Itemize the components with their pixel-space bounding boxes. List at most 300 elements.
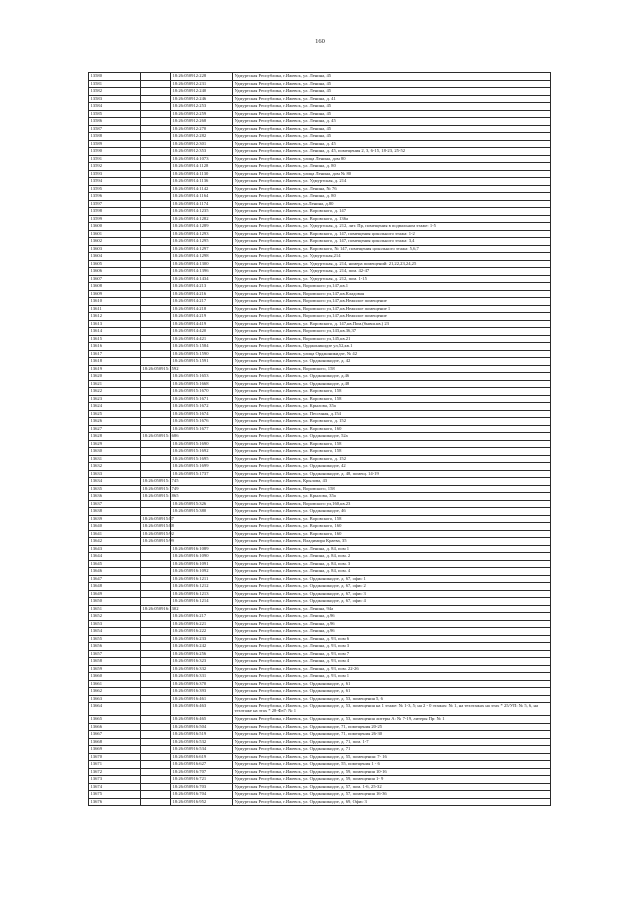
address-cell: Удмуртская Республика, г.Ижевск, ул. Ленина, д.96 bbox=[233, 613, 551, 621]
address-cell: Удмуртская Республика, г.Ижевск, ул. Орджоникидзе, д. 69, Офис 3 bbox=[233, 798, 551, 806]
building-cadastral-number-cell bbox=[141, 125, 171, 133]
premises-cadastral-number-cell bbox=[171, 478, 233, 486]
address-cell: Удмуртская Республика, г.Ижевск, ул. Удмуртская, д. 214 bbox=[233, 178, 551, 186]
address-cell: Удмуртская Республика, г.Ижевск, ул. Орджоникидзе, д. 71, пом. 1-7 bbox=[233, 738, 551, 746]
row-number-cell: 13623 bbox=[89, 395, 141, 403]
row-number-cell: 13620 bbox=[89, 373, 141, 381]
building-cadastral-number-cell bbox=[141, 688, 171, 696]
row-number-cell: 13632 bbox=[89, 463, 141, 471]
row-number-cell: 13641 bbox=[89, 530, 141, 538]
premises-cadastral-number-cell bbox=[171, 515, 233, 523]
address-cell: Удмуртская Республика, г.Ижевск, ул. Орджоникидзе, д. 55, помещения: 7- 16 bbox=[233, 753, 551, 761]
address-cell: Удмуртская Республика, г.Ижевск, ул. Орджоникидзе, д. 61 bbox=[233, 688, 551, 696]
building-cadastral-number-cell bbox=[141, 133, 171, 141]
row-number-cell: 13619 bbox=[89, 365, 141, 373]
premises-cadastral-number-cell: 18:26:050916:463 bbox=[171, 703, 233, 716]
building-cadastral-number-cell bbox=[141, 680, 171, 688]
premises-cadastral-number-cell bbox=[171, 605, 233, 613]
address-cell: Удмуртская Республика, г.Ижевск, ул. Орджоникидзе, д. 59, помещения 1- 9 bbox=[233, 776, 551, 784]
premises-cadastral-number-cell: 18:26:050914:419 bbox=[171, 320, 233, 328]
table-row bbox=[89, 560, 551, 568]
building-cadastral-number-cell bbox=[141, 635, 171, 643]
row-number-cell: 13608 bbox=[89, 283, 141, 291]
address-cell: Удмуртская Республика, г.Ижевск, ул. Воровского, 160 bbox=[233, 523, 551, 531]
building-cadastral-number-cell bbox=[141, 455, 171, 463]
table-row bbox=[89, 118, 551, 126]
row-number-cell: 13595 bbox=[89, 185, 141, 193]
table-row bbox=[89, 628, 551, 636]
table-row bbox=[89, 88, 551, 96]
table-row bbox=[89, 463, 551, 471]
address-cell: Удмуртская Республика, г.Ижевск, ул. Воровского, д. 147, помещения цокольного этажа: 3,4 bbox=[233, 238, 551, 246]
building-cadastral-number-cell bbox=[141, 380, 171, 388]
building-cadastral-number-cell bbox=[141, 343, 171, 351]
table-row bbox=[89, 590, 551, 598]
building-cadastral-number-cell bbox=[141, 395, 171, 403]
address-cell: Удмуртская Республика, г.Ижевск, ул. Орджоникидзе, д. 67, офис 1 bbox=[233, 575, 551, 583]
building-cadastral-number-cell bbox=[141, 463, 171, 471]
address-cell: Удмуртская Республика, г.Ижевск, ул. Воровского, д. 152 bbox=[233, 418, 551, 426]
building-cadastral-number-cell bbox=[141, 575, 171, 583]
address-cell: Удмуртская Республика, г.Ижевск, ул. Крылова, 35а bbox=[233, 403, 551, 411]
premises-cadastral-number-cell: 18:26:050912:240 bbox=[171, 88, 233, 96]
address-cell: Удмуртская Республика, г.Ижевск, улица Ленина, дом № 80 bbox=[233, 170, 551, 178]
table-row bbox=[89, 290, 551, 298]
table-row bbox=[89, 388, 551, 396]
table-row bbox=[89, 583, 551, 591]
building-cadastral-number-cell bbox=[141, 761, 171, 769]
address-cell: Удмуртская Республика, г.Ижевск, ул. Воровского, № 147, помещения цокольного этажа: 5,6,7 bbox=[233, 245, 551, 253]
address-cell: Удмуртская Республика, г.Ижевск, Воровского, 158 bbox=[233, 485, 551, 493]
address-cell: Удмуртская Республика, г.Ижевск, Воровского ул,160,кв.23 bbox=[233, 500, 551, 508]
table-row bbox=[89, 245, 551, 253]
building-cadastral-number-cell bbox=[141, 508, 171, 516]
address-cell: Удмуртская Республика, г.Ижевск, ул. Воровского, д. 147, помещения цокольного этажа: 1-2 bbox=[233, 230, 551, 238]
row-number-cell: 13588 bbox=[89, 133, 141, 141]
address-cell: Удмуртская Республика, г.Ижевск, ул. Воровского, 158 bbox=[233, 515, 551, 523]
row-number-cell: 13668 bbox=[89, 738, 141, 746]
table-row bbox=[89, 410, 551, 418]
row-number-cell: 13638 bbox=[89, 508, 141, 516]
address-cell: Удмуртская Республика, г.Ижевск, ул. Ленина, 45 bbox=[233, 133, 551, 141]
building-cadastral-number-cell bbox=[141, 178, 171, 186]
premises-cadastral-number-cell: 18:26:050916:721 bbox=[171, 776, 233, 784]
building-cadastral-number-cell bbox=[141, 583, 171, 591]
premises-cadastral-number-cell: 18:26:050912:253 bbox=[171, 103, 233, 111]
row-number-cell: 13664 bbox=[89, 703, 141, 716]
building-cadastral-number-cell bbox=[141, 703, 171, 716]
premises-cadastral-number-cell: 18:26:050916:1090 bbox=[171, 553, 233, 561]
row-number-cell: 13616 bbox=[89, 343, 141, 351]
row-number-cell: 13655 bbox=[89, 635, 141, 643]
premises-cadastral-number-cell: 18:26:050915:1690 bbox=[171, 440, 233, 448]
address-cell: Удмуртская Республика, г.Ижевск, ул. Орджоникидзе, д. 53, помещения на 1 этаже: № 1-3, 5; на 2 - 0 этажах: № 1, на техэтажах на этах * 25/УП: № 5, 6, на техэтаже на этах * 28-Фл7: № 1 bbox=[233, 703, 551, 716]
address-cell: Удмуртская Республика, г.Ижевск, улица Ленина, дом 80 bbox=[233, 155, 551, 163]
building-cadastral-number-cell bbox=[141, 388, 171, 396]
row-number-cell: 13584 bbox=[89, 103, 141, 111]
row-number-cell: 13605 bbox=[89, 260, 141, 268]
premises-cadastral-number-cell: 18:26:050916:534 bbox=[171, 746, 233, 754]
address-cell: Удмуртская Республика, г.Ижевск, ул. Ленина, д. 93, пом 6 bbox=[233, 635, 551, 643]
table-row bbox=[89, 335, 551, 343]
address-cell: Удмуртская Республика, г.Ижевск, Воровского ул,147,кв.1 bbox=[233, 283, 551, 291]
premises-cadastral-number-cell: 18:26:050916:221 bbox=[171, 620, 233, 628]
address-cell: Удмуртская Республика, г.Ижевск, Орджоникидзе ул,52,кв.1 bbox=[233, 343, 551, 351]
premises-cadastral-number-cell bbox=[171, 433, 233, 441]
premises-cadastral-number-cell: 18:26:050912:270 bbox=[171, 125, 233, 133]
address-cell: Удмуртская Республика, г.Ижевск, ул. Ленина, д. 93, пом 3 bbox=[233, 643, 551, 651]
building-cadastral-number-cell bbox=[141, 768, 171, 776]
address-cell: Удмуртская Республика, г.Ижевск, ул. Удмуртская, д. 212, лит. Пр, помещения в подвальном этаже: 1-5 bbox=[233, 223, 551, 231]
row-number-cell: 13676 bbox=[89, 798, 141, 806]
premises-cadastral-number-cell: 18:26:050916:952 bbox=[171, 798, 233, 806]
row-number-cell: 13626 bbox=[89, 418, 141, 426]
premises-cadastral-number-cell: 18:26:050914:218 bbox=[171, 305, 233, 313]
building-cadastral-number-cell bbox=[141, 80, 171, 88]
row-number-cell: 13599 bbox=[89, 215, 141, 223]
building-cadastral-number-cell bbox=[141, 798, 171, 806]
table-row bbox=[89, 425, 551, 433]
row-number-cell: 13653 bbox=[89, 620, 141, 628]
row-number-cell: 13629 bbox=[89, 440, 141, 448]
row-number-cell: 13650 bbox=[89, 598, 141, 606]
building-cadastral-number-cell bbox=[141, 731, 171, 739]
premises-cadastral-number-cell: 18:26:050912:246 bbox=[171, 95, 233, 103]
address-cell: Удмуртская Республика, г.Ижевск, ул. Орджоникидзе, д. 67, офис 4 bbox=[233, 598, 551, 606]
row-number-cell: 13654 bbox=[89, 628, 141, 636]
building-cadastral-number-cell bbox=[141, 628, 171, 636]
table-row bbox=[89, 723, 551, 731]
address-cell: Удмуртская Республика, г.Ижевск, ул. Удмуртская,214 bbox=[233, 253, 551, 261]
premises-cadastral-number-cell: 18:26:050915:326 bbox=[171, 500, 233, 508]
row-number-cell: 13642 bbox=[89, 538, 141, 546]
address-cell: Удмуртская Республика, г.Ижевск, ул. Воровского, 158 bbox=[233, 448, 551, 456]
premises-cadastral-number-cell: 18:26:050915:1672 bbox=[171, 403, 233, 411]
table-row bbox=[89, 380, 551, 388]
address-cell: Удмуртская Республика, г.Ижевск, ул. Орджоникидзе, д. 59, помещения 10-16 bbox=[233, 768, 551, 776]
premises-cadastral-number-cell: 18:26:050915:1590 bbox=[171, 350, 233, 358]
row-number-cell: 13672 bbox=[89, 768, 141, 776]
table-row bbox=[89, 598, 551, 606]
premises-cadastral-number-cell: 18:26:050914:1142 bbox=[171, 185, 233, 193]
row-number-cell: 13585 bbox=[89, 110, 141, 118]
table-row bbox=[89, 791, 551, 799]
building-cadastral-number-cell bbox=[141, 275, 171, 283]
premises-cadastral-number-cell: 18:26:050916:1092 bbox=[171, 568, 233, 576]
address-cell: Удмуртская Республика, г.Ижевск, ул. Орджоникидзе, д. 61 bbox=[233, 680, 551, 688]
address-cell: Удмуртская Республика, г.Ижевск, ул. Орджоникидзе, д. 57, помещения 16-36 bbox=[233, 791, 551, 799]
table-row bbox=[89, 305, 551, 313]
row-number-cell: 13643 bbox=[89, 545, 141, 553]
building-cadastral-number-cell bbox=[141, 245, 171, 253]
premises-cadastral-number-cell: 18:26:050912:231 bbox=[171, 80, 233, 88]
address-cell: Удмуртская Республика, г.Ижевск, ул. Воровского, д. 136а bbox=[233, 215, 551, 223]
row-number-cell: 13670 bbox=[89, 753, 141, 761]
address-cell: Удмуртская Республика, г.Ижевск, ул. Орджоникидзе, 42 bbox=[233, 463, 551, 471]
table-row bbox=[89, 200, 551, 208]
row-number-cell: 13673 bbox=[89, 776, 141, 784]
row-number-cell: 13602 bbox=[89, 238, 141, 246]
row-number-cell: 13644 bbox=[89, 553, 141, 561]
table-row bbox=[89, 508, 551, 516]
premises-cadastral-number-cell: 18:26:050916:242 bbox=[171, 643, 233, 651]
building-cadastral-number-cell: 18:26:050915:87 bbox=[142, 515, 174, 521]
building-cadastral-number-cell bbox=[141, 373, 171, 381]
table-row bbox=[89, 433, 551, 441]
address-cell: Удмуртская Республика, г.Ижевск, ул. Воровского, 158 bbox=[233, 388, 551, 396]
building-cadastral-number-cell bbox=[141, 170, 171, 178]
premises-cadastral-number-cell: 18:26:050916:217 bbox=[171, 613, 233, 621]
table-row bbox=[89, 238, 551, 246]
premises-cadastral-number-cell: 18:26:050915:1695 bbox=[171, 455, 233, 463]
address-cell: Удмуртская Республика, г.Ижевск, ул. Ленина, д.96 bbox=[233, 620, 551, 628]
address-cell: Удмуртская Республика, г.Ижевск, ул. Удмуртская, д. 214, пом. 42-47 bbox=[233, 268, 551, 276]
row-number-cell: 13627 bbox=[89, 425, 141, 433]
premises-cadastral-number-cell: 18:26:050915:1584 bbox=[171, 343, 233, 351]
table-row bbox=[89, 738, 551, 746]
row-number-cell: 13617 bbox=[89, 350, 141, 358]
building-cadastral-number-cell bbox=[141, 73, 171, 81]
address-cell: Удмуртская Республика, г.Ижевск, Крылова, 43 bbox=[233, 478, 551, 486]
premises-cadastral-number-cell: 18:26:050914:1396 bbox=[171, 268, 233, 276]
row-number-cell: 13669 bbox=[89, 746, 141, 754]
address-cell: Удмуртская Республика, г.Ижевск, Воровского ул,145,кв.21 bbox=[233, 335, 551, 343]
premises-cadastral-number-cell: 18:26:050915:1676 bbox=[171, 418, 233, 426]
building-cadastral-number-cell bbox=[141, 643, 171, 651]
address-cell: Удмуртская Республика, г.Ижевск, ул. Воровского, д. 152 bbox=[233, 455, 551, 463]
row-number-cell: 13637 bbox=[89, 500, 141, 508]
building-cadastral-number-cell bbox=[141, 695, 171, 703]
address-cell: Удмуртская Республика, г.Ижевск, Воровского, 158 bbox=[233, 365, 551, 373]
address-cell: Удмуртская Республика, г.Ижевск, Воровского ул,147,кв.Кладовая bbox=[233, 290, 551, 298]
building-cadastral-number-cell bbox=[141, 791, 171, 799]
premises-cadastral-number-cell: 18:26:050916:323 bbox=[171, 658, 233, 666]
table-row bbox=[89, 680, 551, 688]
premises-cadastral-number-cell: 18:26:050916:393 bbox=[171, 688, 233, 696]
row-number-cell: 13633 bbox=[89, 470, 141, 478]
table-row bbox=[89, 798, 551, 806]
table-row bbox=[89, 208, 551, 216]
address-cell: Удмуртская Республика, г.Ижевск, ул. Орджоникидзе, д. 67, офис 2 bbox=[233, 583, 551, 591]
row-number-cell: 13621 bbox=[89, 380, 141, 388]
building-cadastral-number-cell bbox=[141, 350, 171, 358]
building-cadastral-number-cell bbox=[141, 328, 171, 336]
row-number-cell: 13596 bbox=[89, 193, 141, 201]
table-row bbox=[89, 365, 551, 373]
building-cadastral-number-cell bbox=[141, 298, 171, 306]
table-row bbox=[89, 545, 551, 553]
row-number-cell: 13662 bbox=[89, 688, 141, 696]
building-cadastral-number-cell bbox=[141, 560, 171, 568]
table-row bbox=[89, 403, 551, 411]
row-number-cell: 13659 bbox=[89, 665, 141, 673]
row-number-cell: 13614 bbox=[89, 328, 141, 336]
premises-cadastral-number-cell: 18:26:050915:1671 bbox=[171, 395, 233, 403]
premises-cadastral-number-cell: 18:26:050915:1668 bbox=[171, 380, 233, 388]
building-cadastral-number-cell: 18:26:050915:92 bbox=[142, 530, 174, 536]
row-number-cell: 13671 bbox=[89, 761, 141, 769]
address-cell: Удмуртская Республика, г.Ижевск, улица Орджоникидзе, № 42 bbox=[233, 350, 551, 358]
premises-cadastral-number-cell: 18:26:050914:1174 bbox=[171, 200, 233, 208]
address-cell: Удмуртская Республика, г.Ижевск, ул. Орджоникидзе, д. 53, помещения 5, 6 bbox=[233, 695, 551, 703]
building-cadastral-number-cell bbox=[141, 313, 171, 321]
premises-cadastral-number-cell: 18:26:050916:331 bbox=[171, 673, 233, 681]
table-row bbox=[89, 313, 551, 321]
building-cadastral-number-cell bbox=[141, 290, 171, 298]
premises-cadastral-number-cell: 18:26:050912:228 bbox=[171, 73, 233, 81]
premises-cadastral-number-cell: 18:26:050914:1128 bbox=[171, 163, 233, 171]
row-number-cell: 13660 bbox=[89, 673, 141, 681]
premises-cadastral-number-cell: 18:26:050914:1434 bbox=[171, 275, 233, 283]
building-cadastral-number-cell bbox=[141, 783, 171, 791]
building-cadastral-number-cell bbox=[141, 193, 171, 201]
address-cell: Удмуртская Республика, г.Ижевск, Владимира Краева, 35 bbox=[233, 538, 551, 546]
premises-cadastral-number-cell: 18:26:050916:519 bbox=[171, 731, 233, 739]
premises-cadastral-number-cell bbox=[171, 365, 233, 373]
row-number-cell: 13675 bbox=[89, 791, 141, 799]
building-cadastral-number-cell bbox=[141, 140, 171, 148]
premises-cadastral-number-cell: 18:26:050915:1737 bbox=[171, 470, 233, 478]
table-row bbox=[89, 695, 551, 703]
premises-cadastral-number-cell: 18:26:050914:213 bbox=[171, 283, 233, 291]
row-number-cell: 13590 bbox=[89, 148, 141, 156]
row-number-cell: 13625 bbox=[89, 410, 141, 418]
row-number-cell: 13628 bbox=[89, 433, 141, 441]
premises-cadastral-number-cell: 18:26:050914:1295 bbox=[171, 238, 233, 246]
row-number-cell: 13636 bbox=[89, 493, 141, 501]
row-number-cell: 13649 bbox=[89, 590, 141, 598]
building-cadastral-number-cell bbox=[141, 110, 171, 118]
table-row bbox=[89, 731, 551, 739]
premises-cadastral-number-cell: 18:26:050916:332 bbox=[171, 665, 233, 673]
premises-cadastral-number-cell: 18:26:050914:1298 bbox=[171, 253, 233, 261]
address-cell: Удмуртская Республика, г.Ижевск, ул. Удмуртская, д. 212, пом. 1-15 bbox=[233, 275, 551, 283]
row-number-cell: 13600 bbox=[89, 223, 141, 231]
table-row bbox=[89, 688, 551, 696]
building-cadastral-number-cell: 18:26:050916:1302 bbox=[142, 605, 179, 611]
address-cell: Удмуртская Республика, г.Ижевск, ул. Ленина, д. 93, пом 7 bbox=[233, 650, 551, 658]
building-cadastral-number-cell bbox=[141, 208, 171, 216]
row-number-cell: 13603 bbox=[89, 245, 141, 253]
building-cadastral-number-cell bbox=[141, 553, 171, 561]
table-row bbox=[89, 620, 551, 628]
row-number-cell: 13630 bbox=[89, 448, 141, 456]
premises-cadastral-number-cell: 18:26:050915:1692 bbox=[171, 448, 233, 456]
building-cadastral-number-cell bbox=[141, 118, 171, 126]
row-number-cell: 13610 bbox=[89, 298, 141, 306]
row-number-cell: 13646 bbox=[89, 568, 141, 576]
cadastral-register-table bbox=[88, 72, 551, 806]
address-cell: Удмуртская Республика, г.Ижевск, ул. Орджоникидзе, д.46 bbox=[233, 373, 551, 381]
address-cell: Удмуртская Республика, г.Ижевск, ул. Ленина, д. 84, пом 1 bbox=[233, 545, 551, 553]
table-row bbox=[89, 395, 551, 403]
building-cadastral-number-cell bbox=[141, 163, 171, 171]
table-row bbox=[89, 268, 551, 276]
building-cadastral-number-cell bbox=[141, 620, 171, 628]
address-cell: Удмуртская Республика, г.Ижевск, ул. Ленина, д. 93, пом. 22-26 bbox=[233, 665, 551, 673]
premises-cadastral-number-cell: 18:26:050916:1214 bbox=[171, 598, 233, 606]
table-row bbox=[89, 80, 551, 88]
premises-cadastral-number-cell: 18:26:050916:370 bbox=[171, 680, 233, 688]
building-cadastral-number-cell bbox=[141, 215, 171, 223]
table-row bbox=[89, 73, 551, 81]
table-row bbox=[89, 635, 551, 643]
building-cadastral-number-cell bbox=[141, 440, 171, 448]
building-cadastral-number-cell bbox=[141, 155, 171, 163]
row-number-cell: 13613 bbox=[89, 320, 141, 328]
table-row bbox=[89, 358, 551, 366]
building-cadastral-number-cell: 18:26:050915:88 bbox=[142, 523, 174, 528]
building-cadastral-number-cell bbox=[141, 418, 171, 426]
table-row bbox=[89, 133, 551, 141]
premises-cadastral-number-cell: 18:26:050916:222 bbox=[171, 628, 233, 636]
address-cell: Удмуртская Республика, г.Ижевск, ул. Орджоникидзе, д. 67, офис 3 bbox=[233, 590, 551, 598]
row-number-cell: 13586 bbox=[89, 118, 141, 126]
building-cadastral-number-cell bbox=[141, 448, 171, 456]
table-row bbox=[89, 650, 551, 658]
premises-cadastral-number-cell: 18:26:050914:1297 bbox=[171, 245, 233, 253]
table-row bbox=[89, 703, 551, 716]
row-number-cell: 13598 bbox=[89, 208, 141, 216]
row-number-cell: 13615 bbox=[89, 335, 141, 343]
row-number-cell: 13622 bbox=[89, 388, 141, 396]
table-row bbox=[89, 658, 551, 666]
premises-cadastral-number-cell: 18:26:050915:1591 bbox=[171, 358, 233, 366]
address-cell: Удмуртская Республика, г.Ижевск, ул. Орджоникидзе, д. 53, помещения литеры А: № 7-19, литеры Пр: № 1 bbox=[233, 716, 551, 724]
table-body bbox=[89, 73, 551, 806]
address-cell: Удмуртская Республика, г.Ижевск, ул. Ленина, 94а bbox=[233, 605, 551, 613]
table-row bbox=[89, 185, 551, 193]
table-row bbox=[89, 673, 551, 681]
table-row bbox=[89, 478, 551, 486]
row-number-cell: 13583 bbox=[89, 95, 141, 103]
address-cell: Удмуртская Республика, г.Ижевск, ул. Воровского, 158 bbox=[233, 395, 551, 403]
address-cell: Удмуртская Республика, г.Ижевск, ул. Крылова, 35а bbox=[233, 493, 551, 501]
premises-cadastral-number-cell: 18:26:050916:532 bbox=[171, 738, 233, 746]
building-cadastral-number-cell bbox=[141, 238, 171, 246]
address-cell: Удмуртская Республика, г.Ижевск, Воровского ул,147,кв.Нежилое помещение bbox=[233, 298, 551, 306]
premises-cadastral-number-cell: 18:26:050916:504 bbox=[171, 723, 233, 731]
address-cell: Удмуртская Республика, г.Ижевск, ул. Воровского, д. 147 bbox=[233, 208, 551, 216]
building-cadastral-number-cell bbox=[141, 590, 171, 598]
row-number-cell: 13651 bbox=[89, 605, 141, 613]
address-cell: Удмуртская Республика, г.Ижевск, ул. Ленина, 45 bbox=[233, 88, 551, 96]
table-row bbox=[89, 148, 551, 156]
table-row bbox=[89, 455, 551, 463]
building-cadastral-number-cell bbox=[141, 545, 171, 553]
building-cadastral-number-cell bbox=[141, 598, 171, 606]
address-cell: Удмуртская Республика, г.Ижевск, ул. Ленина, д. 80 bbox=[233, 193, 551, 201]
premises-cadastral-number-cell: 18:26:050915:1674 bbox=[171, 410, 233, 418]
address-cell: Удмуртская Республика, г.Ижевск, ул. Удмуртская, д. 214, номера помещений: 21,22,23,24,25 bbox=[233, 260, 551, 268]
row-number-cell: 13648 bbox=[89, 583, 141, 591]
premises-cadastral-number-cell: 18:26:050916:461 bbox=[171, 695, 233, 703]
row-number-cell: 13647 bbox=[89, 575, 141, 583]
premises-cadastral-number-cell: 18:26:050914:1235 bbox=[171, 208, 233, 216]
table-row bbox=[89, 418, 551, 426]
table-row bbox=[89, 350, 551, 358]
row-number-cell: 13634 bbox=[89, 478, 141, 486]
premises-cadastral-number-cell: 18:26:050916:1213 bbox=[171, 590, 233, 598]
row-number-cell: 13635 bbox=[89, 485, 141, 493]
address-cell: Удмуртская Республика, г.Ижевск, ул. Орджоникидзе, 55, помещения 1 - 6 bbox=[233, 761, 551, 769]
address-cell: Удмуртская Республика, г.Ижевск, ул.Ленина, д.80 bbox=[233, 200, 551, 208]
row-number-cell: 13601 bbox=[89, 230, 141, 238]
building-cadastral-number-cell bbox=[141, 305, 171, 313]
premises-cadastral-number-cell: 18:26:050916:1091 bbox=[171, 560, 233, 568]
address-cell: Удмуртская Республика, г.Ижевск, ул. Ленина, д. 93, пом 1 bbox=[233, 673, 551, 681]
building-cadastral-number-cell bbox=[141, 320, 171, 328]
